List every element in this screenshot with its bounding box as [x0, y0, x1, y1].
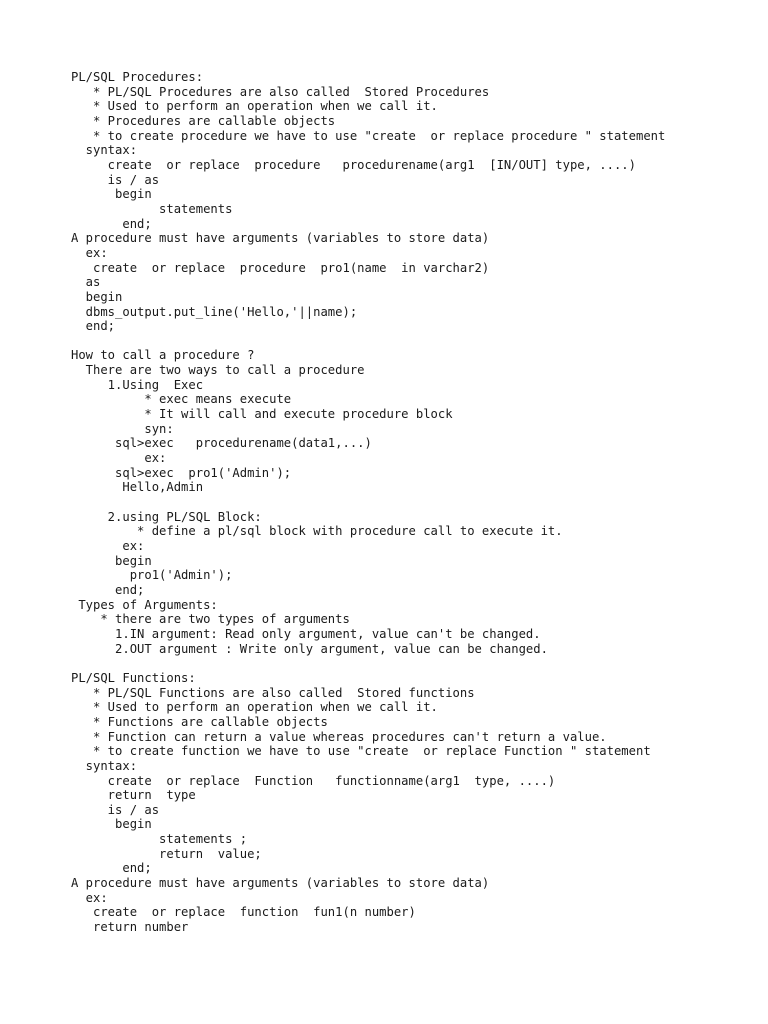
document-line: ex:	[71, 890, 108, 905]
document-line: create or replace procedure pro1(name in varchar2)	[71, 260, 490, 275]
document-line: * there are two types of arguments	[71, 612, 350, 627]
document-line: pro1('Admin');	[71, 568, 233, 583]
document-line: 1.IN argument: Read only argument, value can't be changed.	[71, 626, 541, 641]
document-line: begin	[71, 289, 123, 304]
document-line: * to create procedure we have to use "create or replace procedure " statement	[71, 128, 666, 143]
document-line: begin	[71, 553, 152, 568]
document-line: * PL/SQL Procedures are also called Stored Procedures	[71, 84, 490, 99]
document-line: 2.OUT argument : Write only argument, value can be changed.	[71, 641, 548, 656]
document-line	[71, 656, 761, 671]
document-line: How to call a procedure ?	[71, 348, 255, 363]
document-line: syn:	[71, 421, 174, 436]
document-line	[71, 334, 761, 349]
document-line: * Used to perform an operation when we call it.	[71, 99, 438, 114]
document-line: end;	[71, 216, 152, 231]
document-line: A procedure must have arguments (variables to store data)	[71, 231, 490, 246]
document-line: create or replace Function functionname(arg1 type, ....)	[71, 773, 556, 788]
document-line: A procedure must have arguments (variables to store data)	[71, 876, 490, 891]
document-line: return value;	[71, 846, 262, 861]
document-line: begin	[71, 187, 152, 202]
document-line: * exec means execute	[71, 392, 292, 407]
document-line: 1.Using Exec	[71, 377, 204, 392]
document-line: ex:	[71, 451, 167, 466]
document-line: Hello,Admin	[71, 480, 204, 495]
document-line: sql>exec pro1('Admin');	[71, 465, 292, 480]
document-line: syntax:	[71, 143, 138, 158]
document-line: * PL/SQL Functions are also called Stored functions	[71, 685, 475, 700]
document-line: * Procedures are callable objects	[71, 113, 336, 128]
document-line: ex:	[71, 245, 108, 260]
document-line: statements	[71, 201, 233, 216]
document-line: * to create function we have to use "create or replace Function " statement	[71, 744, 651, 759]
document-line: statements ;	[71, 832, 248, 847]
document-line: begin	[71, 817, 152, 832]
document-line	[71, 495, 761, 510]
document-line: end;	[71, 582, 145, 597]
document-page	[71, 70, 761, 935]
document-line: * Used to perform an operation when we call it.	[71, 700, 438, 715]
document-line: return type	[71, 788, 196, 803]
document-line: return number	[71, 920, 189, 935]
document-line: Types of Arguments:	[71, 597, 218, 612]
document-line: PL/SQL Functions:	[71, 670, 196, 685]
document-line: syntax:	[71, 758, 138, 773]
document-line: PL/SQL Procedures:	[71, 70, 204, 84]
document-line: sql>exec procedurename(data1,...)	[71, 436, 372, 451]
document-line: ex:	[71, 539, 145, 553]
document-line: 2.using PL/SQL Block:	[71, 509, 262, 524]
document-line: end;	[71, 319, 116, 334]
document-line: There are two ways to call a procedure	[71, 363, 365, 378]
document-line: is / as	[71, 172, 160, 187]
document-line: as	[71, 275, 101, 290]
document-line: * define a pl/sql block with procedure call to execute it.	[71, 524, 563, 539]
document-line: * Function can return a value whereas procedures can't return a value.	[71, 729, 607, 744]
document-line: dbms_output.put_line('Hello,'||name);	[71, 304, 358, 319]
document-line: end;	[71, 861, 152, 876]
document-line: is / as	[71, 802, 160, 817]
document-line: * Functions are callable objects	[71, 714, 328, 729]
document-line: create or replace function fun1(n number)	[71, 905, 416, 920]
document-line: * It will call and execute procedure block	[71, 407, 453, 422]
document-line: create or replace procedure procedurename(arg1 [IN/OUT] type, ....)	[71, 157, 636, 172]
